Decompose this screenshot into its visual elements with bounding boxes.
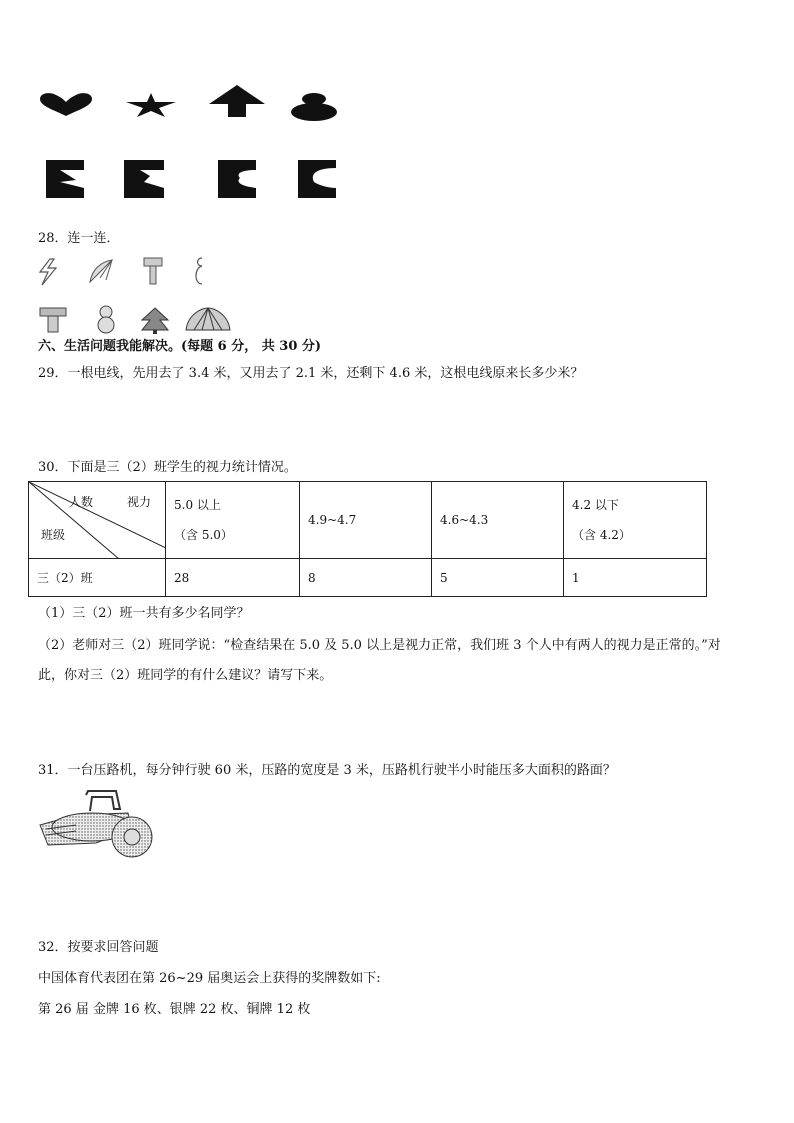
col-header-4: 4.2 以下 （含 4.2）	[564, 482, 707, 559]
col-header-1: 5.0 以上 （含 5.0）	[166, 482, 300, 559]
snowman-icon	[94, 304, 118, 334]
arrow-shape	[208, 84, 266, 118]
col-header-2: 4.9~4.7	[300, 482, 432, 559]
col-header-3: 4.6~4.3	[432, 482, 564, 559]
table-cell: 5	[432, 559, 564, 597]
q30-title: 30．下面是三（2）班学生的视力统计情况。	[38, 460, 297, 475]
lamp-icon	[38, 306, 68, 334]
header-class: 班级	[41, 528, 66, 542]
lamp-half-icon	[142, 256, 164, 286]
q28-title: 28．连一连．	[38, 231, 120, 246]
vision-table	[28, 481, 707, 597]
lightning-half-icon	[38, 258, 60, 286]
snowman-half-icon	[192, 256, 210, 286]
q30-sub1: （1）三（2）班一共有多少名同学？	[38, 606, 250, 621]
header-vision: 视力	[127, 495, 152, 509]
header-people: 人数	[69, 495, 94, 509]
heart-shape	[38, 92, 94, 118]
star-shape	[125, 92, 177, 118]
q30-sub2-line2: 此，你对三（2）班同学的有什么建议？请写下来。	[38, 668, 333, 683]
umbrella-icon	[184, 306, 232, 334]
notch-block-3	[218, 160, 256, 198]
notch-block-4	[298, 160, 336, 198]
q32-title: 32．按要求回答问题	[38, 940, 159, 955]
row-label: 三（2）班	[29, 559, 166, 597]
snowman-shape	[290, 92, 338, 122]
section6-heading: 六、生活问题我能解决。(每题 6 分， 共 30 分)	[38, 339, 322, 354]
table-cell: 8	[300, 559, 432, 597]
notch-block-1	[46, 160, 84, 198]
tree-icon	[140, 306, 170, 334]
q30-sub2-line1: （2）老师对三（2）班同学说：“检查结果在 5.0 及 5.0 以上是视力正常，我们班 3 个人中有两人的视力是正常的。”对	[38, 638, 721, 653]
q32-intro: 中国体育代表团在第 26~29 届奥运会上获得的奖牌数如下:	[38, 971, 381, 986]
q32-line26: 第 26 届 金牌 16 枚、银牌 22 枚、铜牌 12 枚	[38, 1002, 311, 1017]
notch-block-2	[124, 160, 164, 198]
q31-text: 31．一台压路机，每分钟行驶 60 米，压路的宽度是 3 米，压路机行驶半小时能压多大面积的路面？	[38, 763, 616, 778]
road-roller-icon	[36, 789, 154, 861]
table-cell: 1	[564, 559, 707, 597]
q29-text: 29．一根电线，先用去了 3.4 米，又用去了 2.1 米，还剩下 4.6 米，这根电线原来长多少米？	[38, 366, 584, 381]
table-cell: 28	[166, 559, 300, 597]
header-corner-cell	[29, 482, 166, 559]
umbrella-half-icon	[88, 258, 114, 286]
